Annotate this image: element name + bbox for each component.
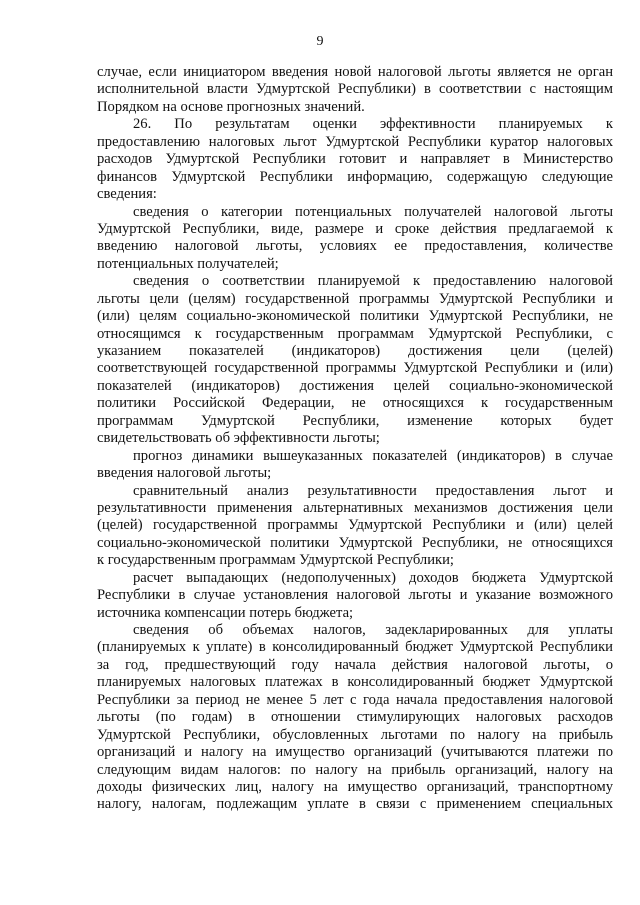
text-line: льготы (по годам) в отношении стимулирующих налоговых расходов	[97, 709, 613, 726]
text-line: указанием показателей (индикаторов) достижения цели (целей)	[97, 343, 613, 359]
text-line: (или) целям социально-экономической политики Удмуртской Республики, не	[97, 308, 613, 325]
text-line: источника компенсации потерь бюджета;	[97, 604, 354, 621]
text-line: финансов Удмуртской Республики информацию, содержащую следующие	[97, 168, 613, 185]
document-body	[97, 64, 613, 814]
text-line: Удмуртской Республики, обусловленных льготами по налогу на прибыль	[97, 726, 613, 743]
text-line: сведения об объемах налогов, задекларированных для уплаты	[133, 622, 613, 638]
text-line: прогноз динамики вышеуказанных показателей (индикаторов) в случае	[133, 447, 613, 464]
text-line: введения налоговой льготы;	[97, 465, 272, 482]
text-line: соответствующей государственной программы Удмуртской Республики и (или)	[97, 360, 613, 377]
text-line: расчет выпадающих (недополученных) доходов бюджета Удмуртской	[133, 569, 613, 586]
text-line: к государственным программам Удмуртской Республики;	[97, 552, 454, 569]
text-line: организаций и налогу на имущество организаций (учитываются платежи по	[97, 744, 613, 761]
text-line: сведения о соответствии планируемой к предоставлению налоговой	[133, 273, 613, 290]
text-line: введению налоговой льготы, условиях ее предоставления, количестве	[97, 238, 613, 255]
text-line: (целей) государственной программы Удмуртской Республики и (или) целей	[97, 517, 613, 534]
text-line: расходов Удмуртской Республики готовит и направляет в Министерство	[97, 151, 613, 168]
text-line: предоставлению налоговых льгот Удмуртской Республики куратор налоговых	[97, 133, 613, 150]
text-line: социально-экономической политики Удмуртской Республики, не относящихся	[97, 534, 613, 551]
text-line: Удмуртской Республики, виде, размере и сроке действия предлагаемой к	[97, 220, 613, 237]
text-line: Республики за период не менее 5 лет с года начала предоставления налоговой	[97, 691, 613, 708]
text-line: исполнительной власти Удмуртской Республики) в соответствии с настоящим	[97, 81, 613, 98]
text-line: сравнительный анализ результативности предоставления льгот и	[133, 482, 613, 499]
page-number: 9	[316, 34, 324, 49]
text-line: сведения:	[97, 186, 157, 203]
text-line: результативности применения альтернативных механизмов достижения цели	[97, 499, 613, 516]
text-line: свидетельствовать об эффективности льготы;	[97, 430, 380, 447]
text-line: доходы физических лиц, налогу на имущество организаций, транспортному	[97, 778, 613, 795]
text-line: Республики в случае установления налоговой льготы и указание возможного	[97, 587, 613, 604]
text-line: налогу, налогам, подлежащим уплате в связи с применением специальных	[97, 796, 613, 813]
text-line: политики Российской Федерации, не относящихся к государственным	[97, 395, 613, 412]
text-line: 26. По результатам оценки эффективности планируемых к	[133, 116, 613, 133]
text-line: за год, предшествующий году начала действия налоговой льготы, о	[97, 656, 613, 673]
text-line: потенциальных получателей;	[97, 255, 279, 272]
text-line: льготы цели (целям) государственной программы Удмуртской Республики и	[97, 290, 613, 307]
text-line: (планируемых к уплате) в консолидированный бюджет Удмуртской Республики	[97, 639, 613, 656]
text-line: планируемых налоговых платежах в консолидированный бюджет Удмуртской	[97, 674, 613, 691]
text-line: относящимся к государственным программам Удмуртской Республики, с	[97, 325, 613, 342]
text-line: сведения о категории потенциальных получателей налоговой льготы	[133, 203, 613, 220]
text-line: Порядком на основе прогнозных значений.	[97, 98, 365, 115]
text-line: показателей (индикаторов) достижения целей социально-экономической	[97, 377, 613, 394]
text-line: программам Удмуртской Республики, изменение которых будет	[97, 412, 613, 429]
text-line: случае, если инициатором введения новой налоговой льготы является не орган	[97, 64, 613, 80]
text-line: следующим видам налогов: по налогу на прибыль организаций, налогу на	[97, 761, 613, 778]
